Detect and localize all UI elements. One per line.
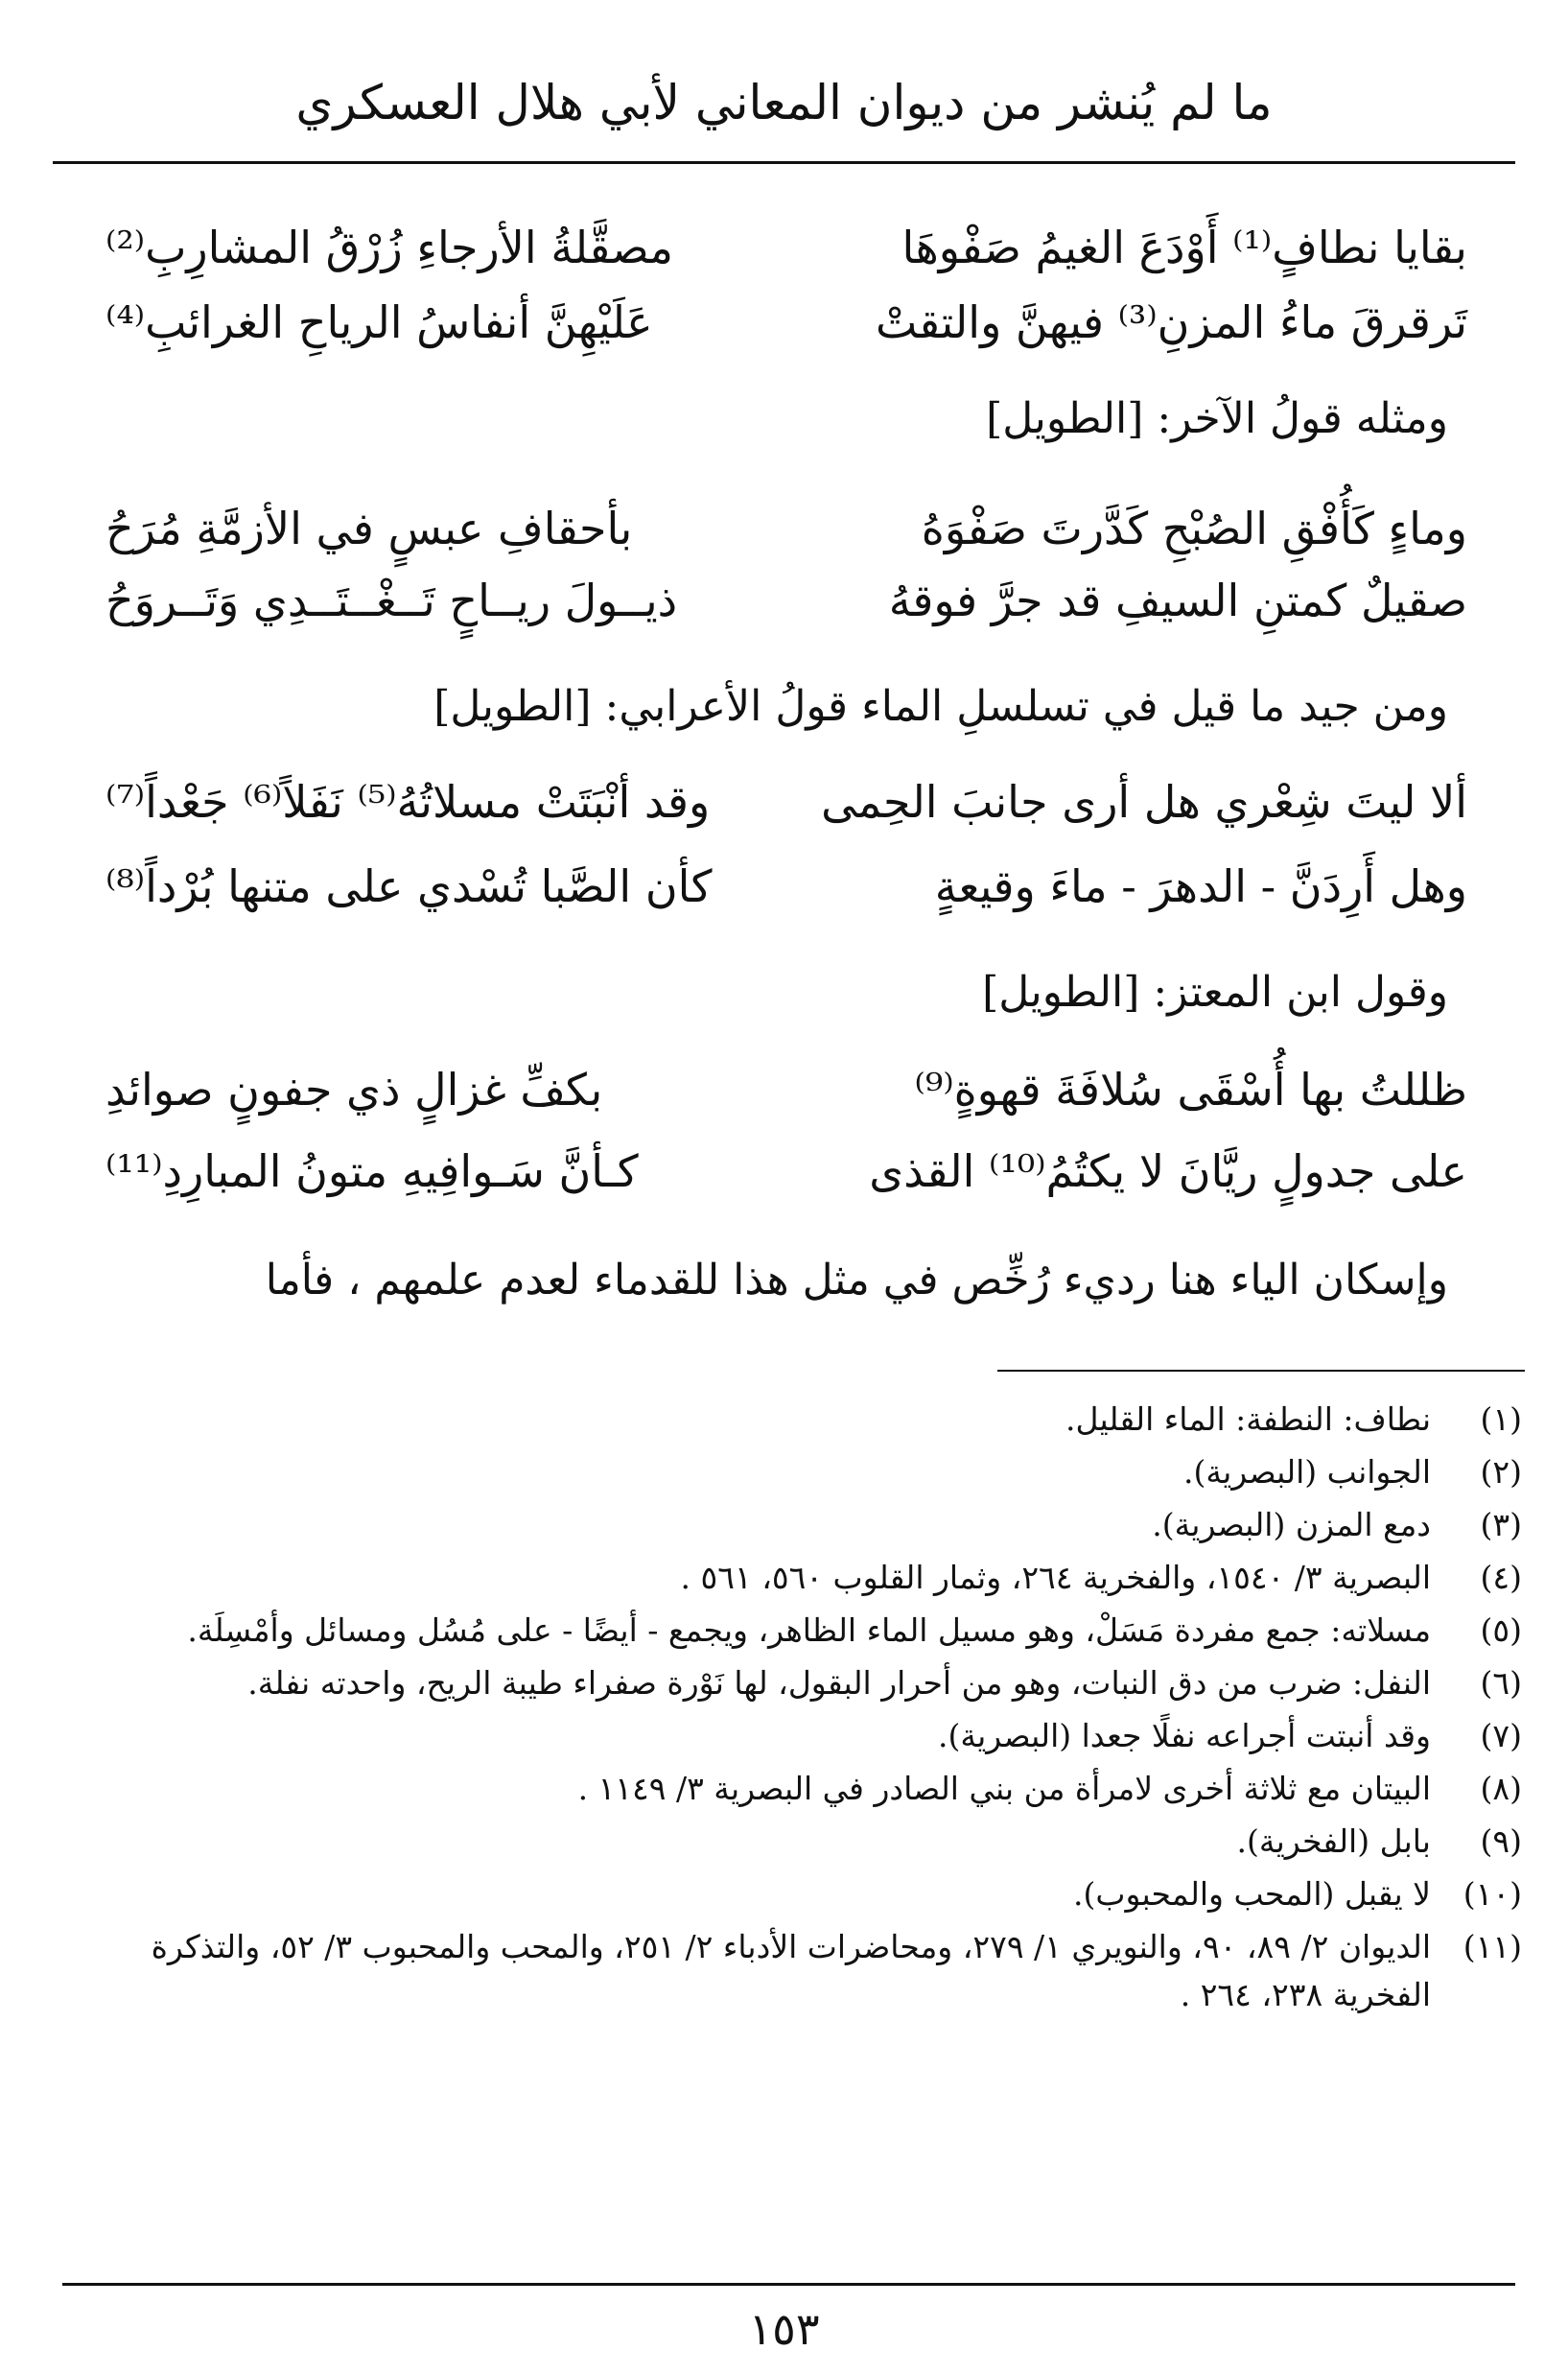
footnote-text: مسلاته: جمع مفردة مَسَلْ، وهو مسيل الماء الظاهر، ويجمع - أيضًا - على مُسُل ومسائل وأمْسِلَة. — [187, 1611, 1431, 1649]
footnote-divider — [997, 1370, 1525, 1372]
verse-line — [105, 1055, 1467, 1124]
verse-line — [105, 213, 1467, 282]
footnote — [56, 1712, 1522, 1760]
footnote — [56, 1818, 1522, 1866]
footnote-text: الديوان ٢/ ٨٩، ٩٠، والنويري ١/ ٢٧٩، ومحاضرات الأدباء ٢/ ٢٥١، والمحب والمحبوب ٣/ ٥٢، والتذكرة الفخرية ٢٣٨، ٢٦٤ . — [151, 1928, 1431, 2013]
footnote-text: وقد أنبتت أجراعه نفلًا جعدا (البصرية). — [938, 1717, 1431, 1754]
body-paragraph: وإسكان الياء هنا رديء رُخِّص في مثل هذا للقدماء لعدم علمهم ، فأما — [265, 1256, 1448, 1305]
verse-second-hemistich: مصقَّلةُ الأرجاءِ زُرْقُ المشارِبِ⁽²⁾ — [105, 222, 674, 273]
verse-first-hemistich: بقايا نطافٍ⁽¹⁾ أَوْدَعَ الغيمُ صَفْوهَا — [901, 222, 1467, 273]
footnote-number: (٤) — [1480, 1559, 1522, 1596]
footnote-number: (٢) — [1480, 1453, 1522, 1491]
footnote — [56, 1501, 1522, 1549]
footnote-number: (٦) — [1480, 1664, 1522, 1702]
footnote — [56, 1765, 1522, 1813]
footnote-number: (١٠) — [1463, 1875, 1522, 1913]
footer-divider — [62, 2283, 1515, 2286]
footnote-number: (٨) — [1480, 1770, 1522, 1807]
intro-line: وقول ابن المعتز: [الطويل] — [982, 968, 1448, 1017]
verse-second-hemistich: بأحقافِ عبسٍ في الأزمَّةِ مُرَحُ — [105, 503, 633, 554]
footnote — [56, 1607, 1522, 1655]
footnote-number: (٧) — [1480, 1717, 1522, 1754]
verse-first-hemistich: على جدولٍ ريَّانَ لا يكتُمُ⁽¹⁰⁾ القذى — [869, 1145, 1467, 1197]
verse-first-hemistich: وماءٍ كَأُفْقِ الصُبْحِ كَدَّرتَ صَفْوَهُ — [921, 503, 1467, 554]
verse-line — [105, 767, 1467, 836]
footnote-number: (٩) — [1480, 1822, 1522, 1860]
footnotes — [56, 1396, 1522, 2024]
footnote-text: البيتان مع ثلاثة أخرى لامرأة من بني الصادر في البصرية ٣/ ١١٤٩ . — [577, 1770, 1431, 1807]
footnote-number: (٥) — [1480, 1611, 1522, 1649]
footnote — [56, 1396, 1522, 1444]
running-header: ما لم يُنشر من ديوان المعاني لأبي هلال العسكري — [295, 75, 1273, 130]
footnote — [56, 1448, 1522, 1496]
verse-first-hemistich: وهل أَرِدَنَّ - الدهرَ - ماءَ وقيعةٍ — [934, 860, 1467, 912]
footnote-number: (٣) — [1480, 1506, 1522, 1543]
footnote-text: البصرية ٣/ ١٥٤٠، والفخرية ٢٦٤، وثمار القلوب ٥٦٠، ٥٦١ . — [680, 1559, 1431, 1596]
verse-second-hemistich: ذيــولَ ريــاحٍ تَــغْــتَــدِي وَتَــروَحُ — [105, 575, 678, 626]
footnote — [56, 1554, 1522, 1602]
intro-line: ومن جيد ما قيل في تسلسلِ الماء قولُ الأعرابي: [الطويل] — [433, 682, 1448, 731]
verse-line — [105, 566, 1467, 635]
verse-first-hemistich: ألا ليتَ شِعْري هل أرى جانبَ الحِمى — [821, 776, 1467, 828]
verse-second-hemistich: وقد أنْبَتَتْ مسلاتُهُ⁽⁵⁾ نَفَلاً⁽⁶⁾ جَعْداً⁽⁷⁾ — [105, 776, 711, 828]
verse-line — [105, 1137, 1467, 1206]
footnote-text: النفل: ضرب من دق النبات، وهو من أحرار البقول، لها نَوْرة صفراء طيبة الريح، واحدته نفلة. — [247, 1664, 1431, 1702]
footnote-text: لا يقبل (المحب والمحبوب). — [1073, 1875, 1431, 1913]
verse-line — [105, 852, 1467, 921]
verse-line — [105, 494, 1467, 563]
page-number: ١٥٣ — [748, 2303, 820, 2355]
verse-line — [105, 288, 1467, 357]
footnote-number: (١١) — [1463, 1928, 1522, 1965]
footnote-text: نطاف: النطفة: الماء القليل. — [1065, 1400, 1431, 1438]
footnote-text: الجوانب (البصرية). — [1183, 1453, 1431, 1491]
verse-first-hemistich: تَرقرقَ ماءُ المزنِ⁽³⁾ فيهنَّ والتقتْ — [875, 296, 1467, 348]
verse-second-hemistich: عَلَيْهِنَّ أنفاسُ الرياحِ الغرائبِ⁽⁴⁾ — [105, 296, 653, 348]
footnote — [56, 1923, 1522, 2019]
verse-second-hemistich: كـأنَّ سَـوافِيهِ متونُ المبارِدِ⁽¹¹⁾ — [105, 1145, 639, 1197]
verse-second-hemistich: كأن الصَّبا تُسْدي على متنها بُرْداً⁽⁸⁾ — [105, 860, 713, 912]
header-divider — [53, 161, 1515, 164]
verse-second-hemistich: بكفِّ غزالٍ ذي جفونٍ صوائدِ — [105, 1064, 603, 1116]
intro-line: ومثله قولُ الآخر: [الطويل] — [986, 394, 1448, 443]
footnote-text: دمع المزن (البصرية). — [1152, 1506, 1431, 1543]
verse-first-hemistich: صقيلٌ كمتنِ السيفِ قد جرَّ فوقهُ — [888, 575, 1467, 626]
footnote-number: (١) — [1480, 1400, 1522, 1438]
footnote-text: بابل (الفخرية). — [1236, 1822, 1431, 1860]
footnote — [56, 1870, 1522, 1918]
footnote — [56, 1659, 1522, 1707]
verse-first-hemistich: ظللتُ بها أُسْقَى سُلافَةَ قهوةٍ⁽⁹⁾ — [914, 1064, 1467, 1116]
